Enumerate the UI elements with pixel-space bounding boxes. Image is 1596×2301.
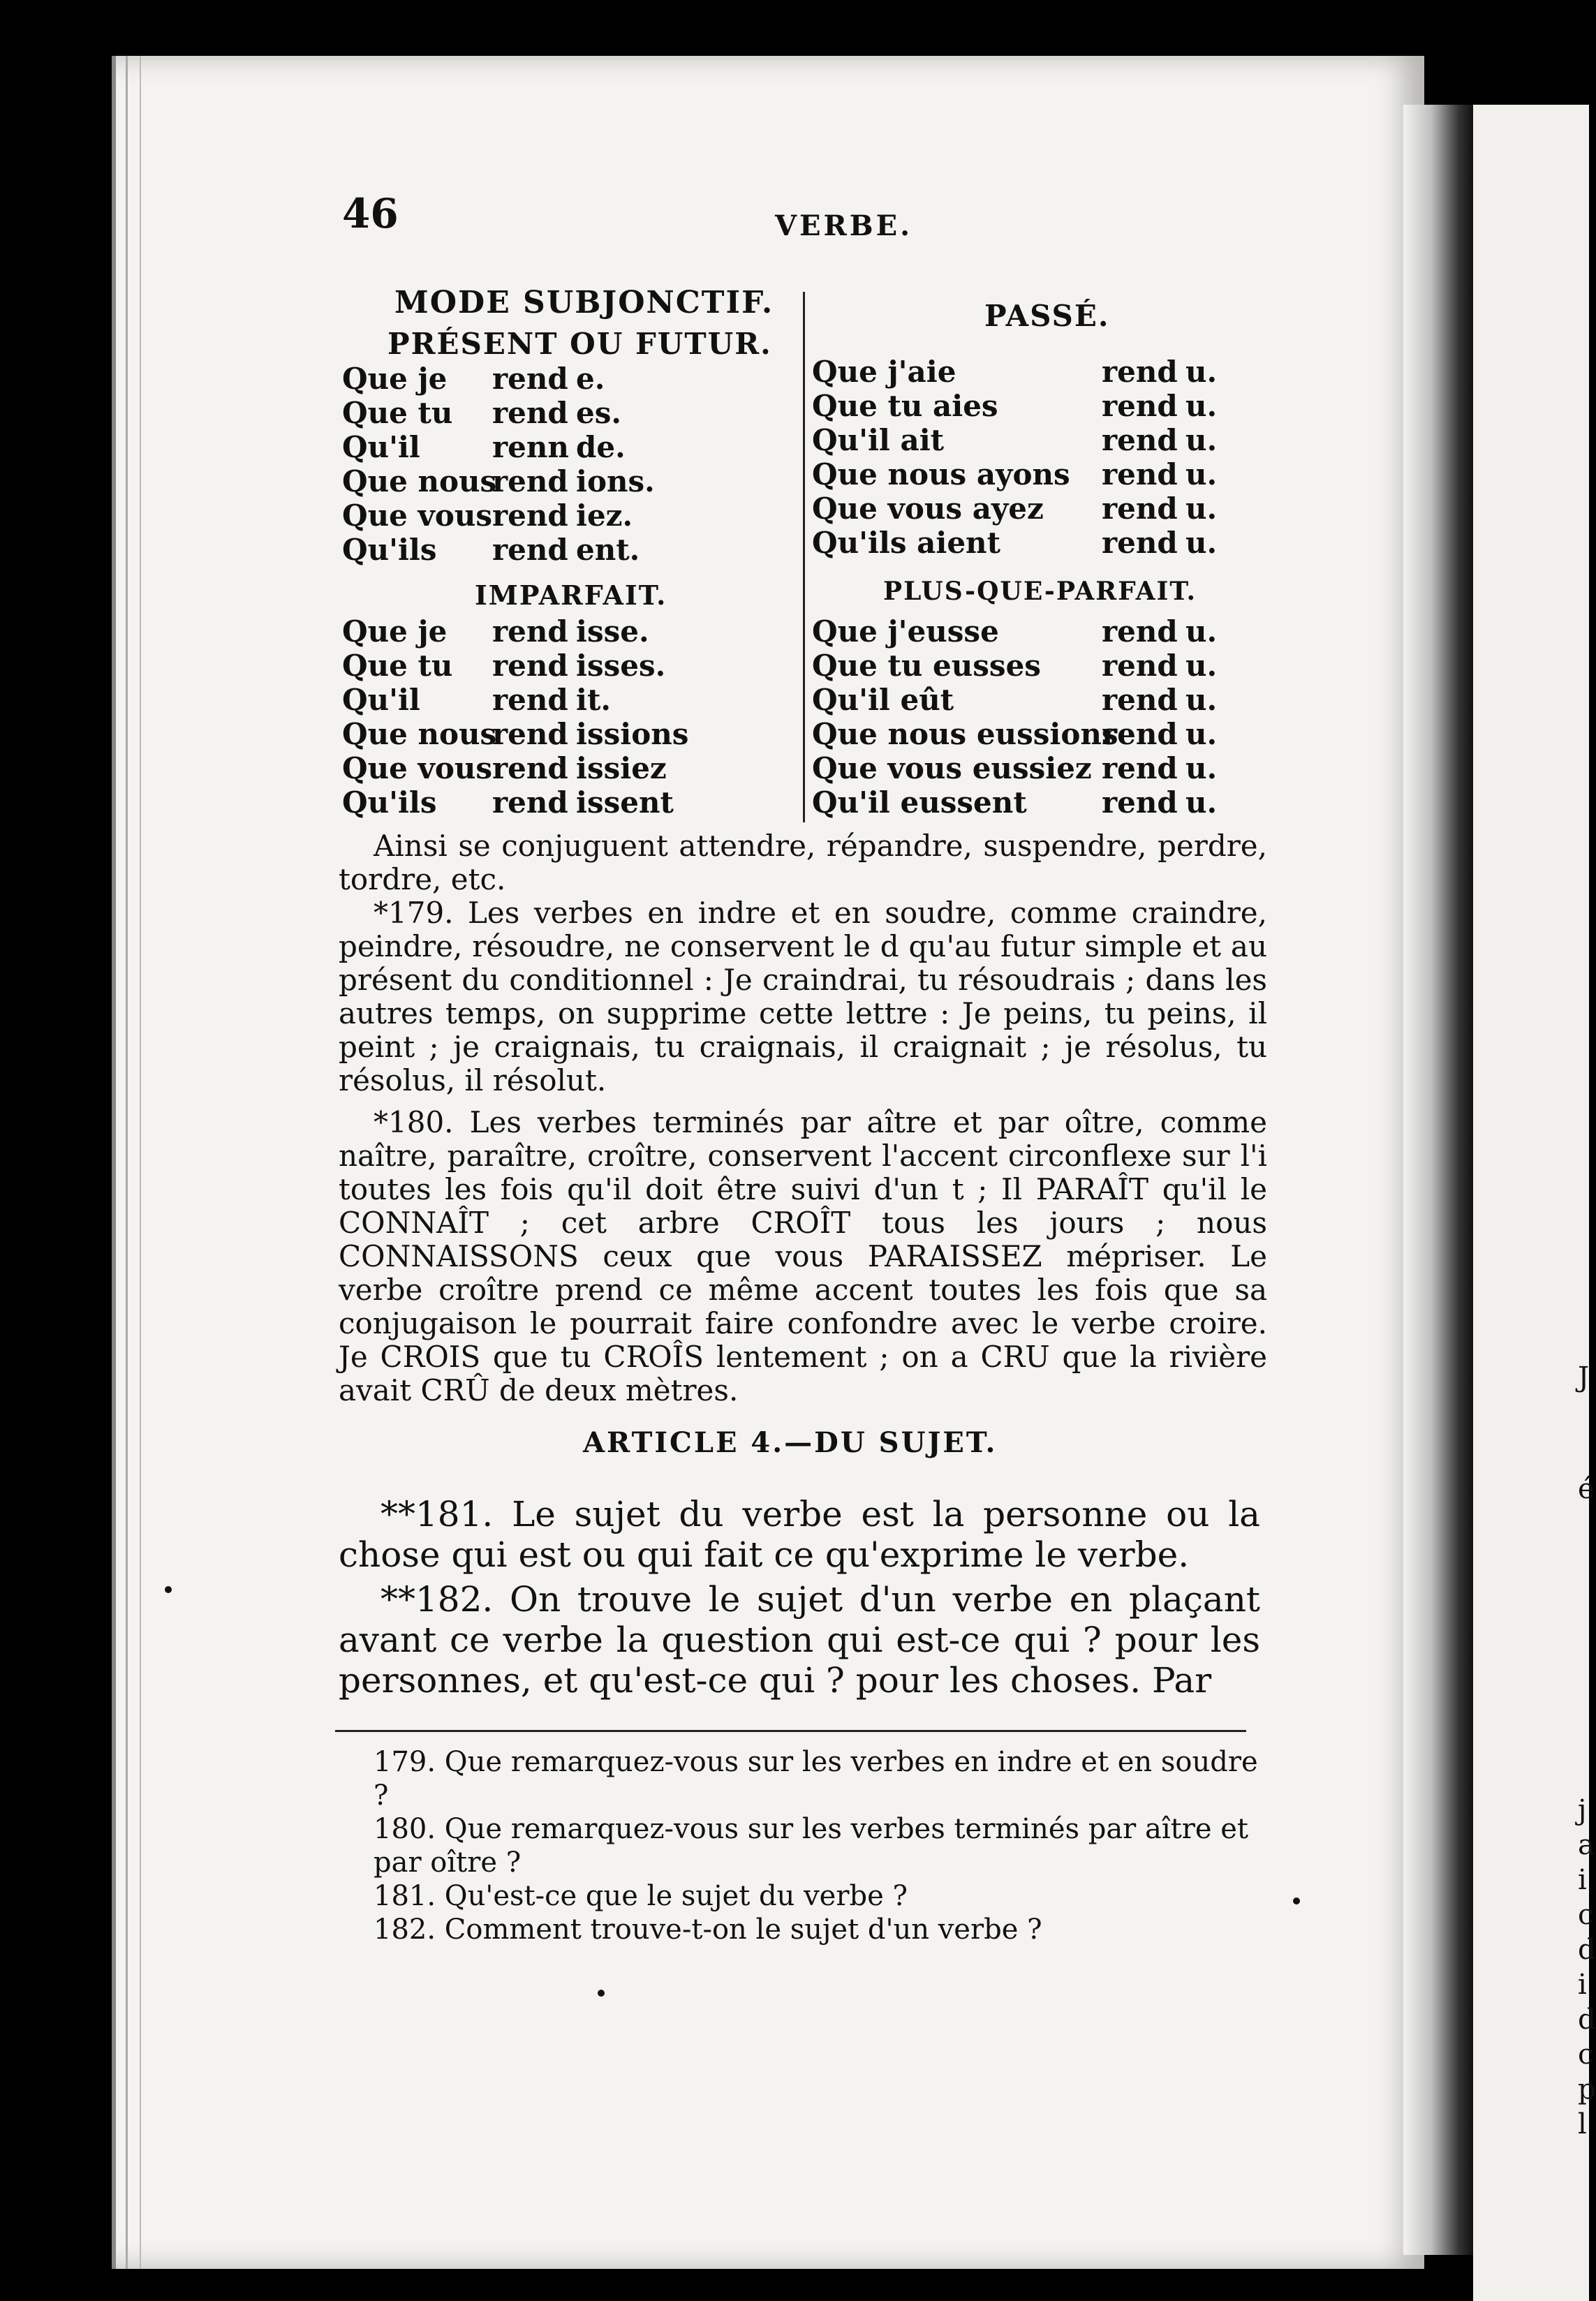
ending: issions bbox=[576, 717, 689, 751]
ending: issent bbox=[576, 785, 674, 820]
conj-row bbox=[342, 498, 655, 533]
fragment: J bbox=[1578, 1361, 1590, 1393]
pronoun: Que je bbox=[342, 362, 448, 396]
fragment: d bbox=[1578, 1934, 1596, 1966]
fragment: i bbox=[1578, 1864, 1587, 1896]
conj-row bbox=[812, 649, 1217, 683]
stem: rend bbox=[492, 533, 568, 567]
pronoun: Que vous ayez bbox=[812, 491, 1044, 526]
speck bbox=[598, 1990, 605, 1997]
paragraph-181: **181. Le sujet du verbe est la personne ou la chose qui est ou qui fait ce qu'exprime le verbe. bbox=[339, 1494, 1260, 1575]
ending: it. bbox=[576, 683, 611, 717]
conj-row bbox=[342, 396, 655, 430]
ending: issiez bbox=[576, 751, 667, 785]
conj-row bbox=[342, 533, 655, 567]
ending: u. bbox=[1185, 423, 1218, 457]
ending: de. bbox=[576, 430, 626, 464]
conj-row bbox=[342, 362, 655, 396]
conj-row bbox=[812, 423, 1217, 457]
speck bbox=[1293, 1897, 1300, 1904]
ending: ions. bbox=[576, 464, 655, 498]
ending: u. bbox=[1185, 355, 1218, 389]
ending: u. bbox=[1185, 457, 1218, 491]
conj-row bbox=[342, 785, 688, 820]
conj-row bbox=[812, 717, 1217, 751]
ending: u. bbox=[1185, 717, 1218, 751]
mode-title: MODE SUBJONCTIF. bbox=[394, 285, 774, 320]
stem: rend bbox=[1102, 614, 1178, 649]
stem: rend bbox=[492, 751, 568, 785]
ending: es. bbox=[576, 396, 621, 430]
column-divider bbox=[803, 292, 805, 822]
pronoun: Que je bbox=[342, 614, 448, 649]
fragment: c bbox=[1578, 1899, 1594, 1931]
passe-title: PASSÉ. bbox=[984, 299, 1110, 333]
pronoun: Que nous bbox=[342, 717, 497, 751]
paragraph-179: *179. Les verbes en indre et en soudre, comme craindre, peindre, résoudre, ne conservent le d qu'au futur simple et au présent du conditionnel : Je craindrai, tu résoudrais ; dans les autres temps, on supprime cette lettre : Je peins, tu peins, il peint ; je craignais, tu craignais, il craignait ; je résolus, tu résolus, il résolut. bbox=[339, 896, 1267, 1097]
stem: rend bbox=[1102, 355, 1178, 389]
conj-row bbox=[812, 491, 1217, 526]
pronoun: Que j'aie bbox=[812, 355, 956, 389]
stem: rend bbox=[1102, 717, 1178, 751]
page-edges bbox=[112, 56, 168, 2269]
pronoun: Qu'ils aient bbox=[812, 526, 1000, 560]
pronoun: Qu'il eût bbox=[812, 683, 954, 717]
conj-row bbox=[342, 614, 688, 649]
fragment: l bbox=[1578, 2108, 1587, 2140]
conj-row bbox=[812, 751, 1217, 785]
page-number: 46 bbox=[342, 190, 399, 237]
fragment: i bbox=[1578, 1969, 1587, 2001]
stem: rend bbox=[492, 614, 568, 649]
conj-row bbox=[812, 526, 1217, 560]
stem: rend bbox=[492, 717, 568, 751]
ending: iez. bbox=[576, 498, 633, 533]
present-conjugation bbox=[342, 362, 655, 567]
pronoun: Qu'ils bbox=[342, 533, 437, 567]
question-180: 180. Que remarquez-vous sur les verbes terminés par aître et par oître ? bbox=[374, 1813, 1248, 1879]
ending: u. bbox=[1185, 785, 1218, 820]
pronoun: Que nous ayons bbox=[812, 457, 1070, 491]
stem: rend bbox=[1102, 683, 1178, 717]
pronoun: Qu'il eussent bbox=[812, 785, 1027, 820]
ending: u. bbox=[1185, 614, 1218, 649]
pronoun: Que nous eussions bbox=[812, 717, 1118, 751]
conj-row bbox=[812, 355, 1217, 389]
pronoun: Que tu bbox=[342, 649, 453, 683]
pronoun: Que vous bbox=[342, 751, 493, 785]
imparfait-conjugation bbox=[342, 614, 688, 820]
present-title: PRÉSENT OU FUTUR. bbox=[387, 327, 772, 361]
pronoun: Qu'il bbox=[342, 683, 420, 717]
fragment: é bbox=[1578, 1473, 1595, 1505]
ending: u. bbox=[1185, 751, 1218, 785]
stem: rend bbox=[492, 649, 568, 683]
stem: rend bbox=[492, 498, 568, 533]
stem: rend bbox=[1102, 649, 1178, 683]
question-182: 182. Comment trouve-t-on le sujet d'un verbe ? bbox=[374, 1914, 1042, 1946]
stem: rend bbox=[492, 362, 568, 396]
pqp-title: PLUS-QUE-PARFAIT. bbox=[883, 577, 1197, 606]
fragment: c bbox=[1578, 2039, 1594, 2071]
stem: rend bbox=[1102, 785, 1178, 820]
fragment: d bbox=[1578, 2004, 1596, 2036]
conj-row bbox=[342, 751, 688, 785]
stem: renn bbox=[492, 430, 569, 464]
ending: u. bbox=[1185, 649, 1218, 683]
pronoun: Que vous eussiez bbox=[812, 751, 1092, 785]
pronoun: Que tu eusses bbox=[812, 649, 1041, 683]
question-181: 181. Qu'est-ce que le sujet du verbe ? bbox=[374, 1880, 908, 1912]
pqp-conjugation bbox=[812, 614, 1217, 820]
ending: e. bbox=[576, 362, 605, 396]
paragraph-180: *180. Les verbes terminés par aître et par oître, comme naître, paraître, croître, conservent l'accent circonflexe sur l'i toutes les fois qu'il doit être suivi d'un t ; Il PARAÎT qu'il le CONNAÎT ; cet arbre CROÎT tous les jours ; nous CONNAISSONS ceux que vous PARAISSEZ mépriser. Le verbe croître prend ce même accent toutes les fois que sa conjugaison le pourrait faire confondre avec le verbe croire. Je CROIS que tu CROÎS lentement ; on a CRU que la rivière avait CRÛ de deux mètres. bbox=[339, 1105, 1267, 1407]
conj-row bbox=[342, 649, 688, 683]
pronoun: Que tu aies bbox=[812, 389, 998, 423]
adjacent-page bbox=[1473, 105, 1596, 2301]
stem: rend bbox=[1102, 457, 1178, 491]
running-head: VERBE. bbox=[775, 209, 912, 242]
ending: isse. bbox=[576, 614, 649, 649]
article-heading: ARTICLE 4.—DU SUJET. bbox=[583, 1426, 998, 1459]
ending: u. bbox=[1185, 526, 1218, 560]
fragment: j bbox=[1578, 1794, 1587, 1826]
pronoun: Qu'il ait bbox=[812, 423, 945, 457]
conj-row bbox=[812, 785, 1217, 820]
speck bbox=[165, 1586, 172, 1593]
imparfait-title: IMPARFAIT. bbox=[475, 579, 667, 611]
pronoun: Que vous bbox=[342, 498, 493, 533]
conj-row bbox=[812, 614, 1217, 649]
pronoun: Qu'ils bbox=[342, 785, 437, 820]
pronoun: Que j'eusse bbox=[812, 614, 999, 649]
stem: rend bbox=[1102, 526, 1178, 560]
conj-row bbox=[342, 717, 688, 751]
stem: rend bbox=[1102, 751, 1178, 785]
fragment: p bbox=[1578, 2073, 1596, 2106]
stem: rend bbox=[492, 464, 568, 498]
pronoun: Que tu bbox=[342, 396, 453, 430]
stem: rend bbox=[492, 396, 568, 430]
review-questions bbox=[374, 1745, 1267, 1946]
pronoun: Qu'il bbox=[342, 430, 420, 464]
fragment: a bbox=[1578, 1829, 1595, 1861]
paragraph-182: **182. On trouve le sujet d'un verbe en plaçant avant ce verbe la question qui est-ce qui ? pour les personnes, et qu'est-ce qui ? pour les choses. Par bbox=[339, 1579, 1260, 1701]
book-gutter bbox=[1403, 105, 1473, 2255]
stem: rend bbox=[1102, 389, 1178, 423]
paragraph-ainsi: Ainsi se conjuguent attendre, répandre, suspendre, perdre, tordre, etc. bbox=[339, 829, 1267, 896]
stem: rend bbox=[1102, 491, 1178, 526]
stem: rend bbox=[1102, 423, 1178, 457]
stem: rend bbox=[492, 683, 568, 717]
pronoun: Que nous bbox=[342, 464, 497, 498]
conj-row bbox=[812, 389, 1217, 423]
passe-conjugation bbox=[812, 355, 1217, 560]
conj-row bbox=[342, 430, 655, 464]
ending: u. bbox=[1185, 491, 1218, 526]
footnote-rule bbox=[335, 1730, 1246, 1732]
ending: isses. bbox=[576, 649, 666, 683]
conj-row bbox=[812, 457, 1217, 491]
stem: rend bbox=[492, 785, 568, 820]
question-179: 179. Que remarquez-vous sur les verbes en indre et en soudre ? bbox=[374, 1746, 1258, 1812]
conj-row bbox=[342, 464, 655, 498]
conj-row bbox=[342, 683, 688, 717]
conj-row bbox=[812, 683, 1217, 717]
ending: u. bbox=[1185, 389, 1218, 423]
ending: ent. bbox=[576, 533, 640, 567]
ending: u. bbox=[1185, 683, 1218, 717]
